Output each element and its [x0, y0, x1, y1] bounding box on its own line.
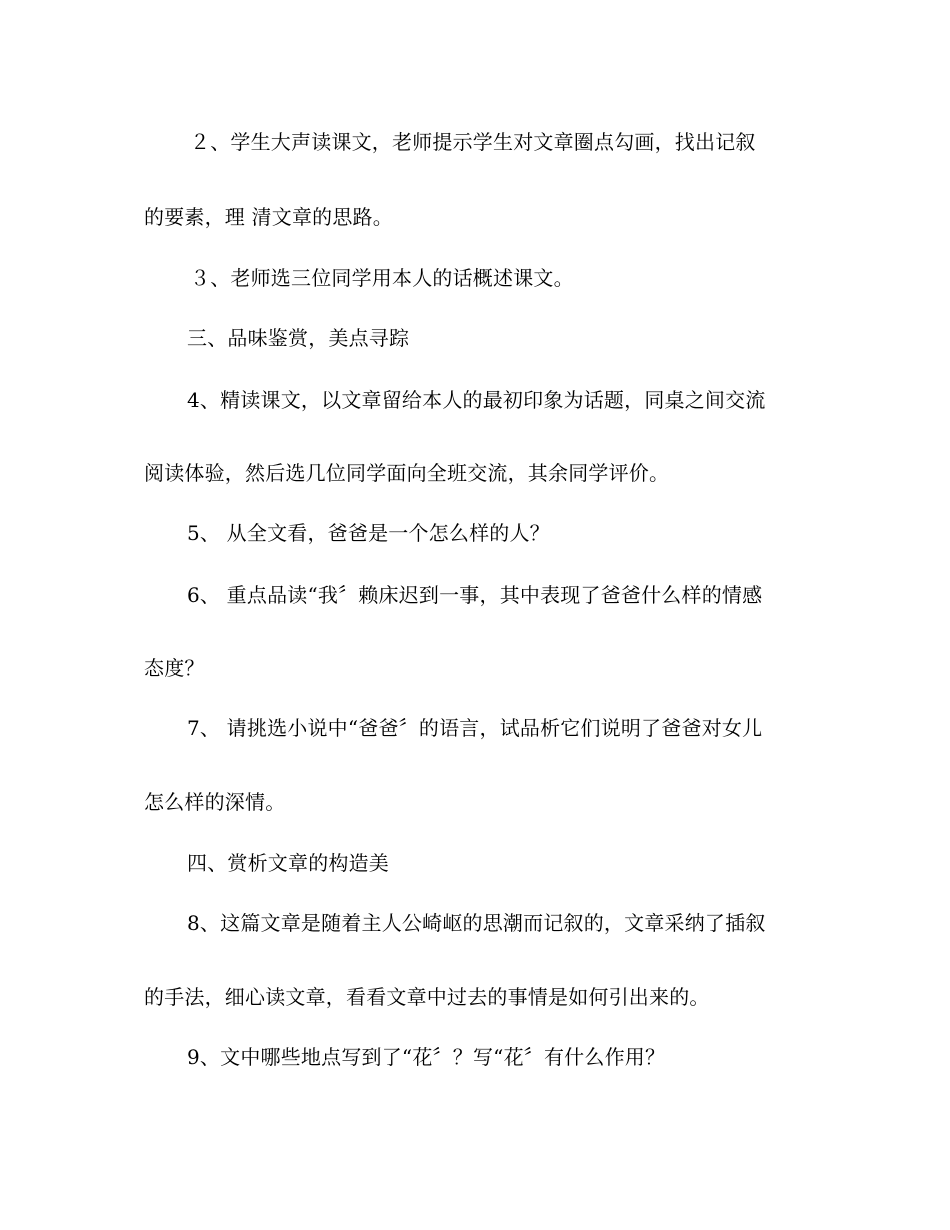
- text-line-12: 的手法，细心读文章，看看文章中过去的事情是如何引出来的。: [144, 985, 710, 1009]
- text-line-6: 5、 从全文看，爸爸是一个怎么样的人？: [187, 521, 550, 545]
- text-line-8: 态度？: [144, 656, 205, 680]
- text-line-11: 8、这篇文章是随着主人公崎岖的思潮而记叙的，文章采纳了插叙: [187, 911, 766, 935]
- text-line-10: 怎么样的深情。: [144, 790, 286, 814]
- section-heading-3: 三、品味鉴赏，美点寻踪: [187, 326, 410, 350]
- text-line-5: 阅读体验，然后选几位同学面向全班交流，其余同学评价。: [144, 461, 670, 485]
- text-line-3: ３、老师选三位同学用本人的话概述课文。: [190, 266, 574, 290]
- section-heading-4: 四、赏析文章的构造美: [187, 851, 389, 875]
- text-line-13: 9、文中哪些地点写到了“花〞？写“花〞有什么作用？: [187, 1045, 666, 1069]
- text-line-2: 的要素，理 清文章的思路。: [144, 205, 393, 229]
- text-line-7: 6、 重点品读“我〞赖床迟到一事，其中表现了爸爸什么样的情感: [187, 583, 763, 607]
- text-line-4: 4、精读课文，以文章留给本人的最初印象为话题，同桌之间交流: [187, 388, 766, 412]
- text-line-1: ２、学生大声读课文，老师提示学生对文章圈点勾画，找出记叙: [190, 130, 756, 154]
- text-line-9: 7、 请挑选小说中“爸爸〞的语言，试品析它们说明了爸爸对女儿: [187, 716, 763, 740]
